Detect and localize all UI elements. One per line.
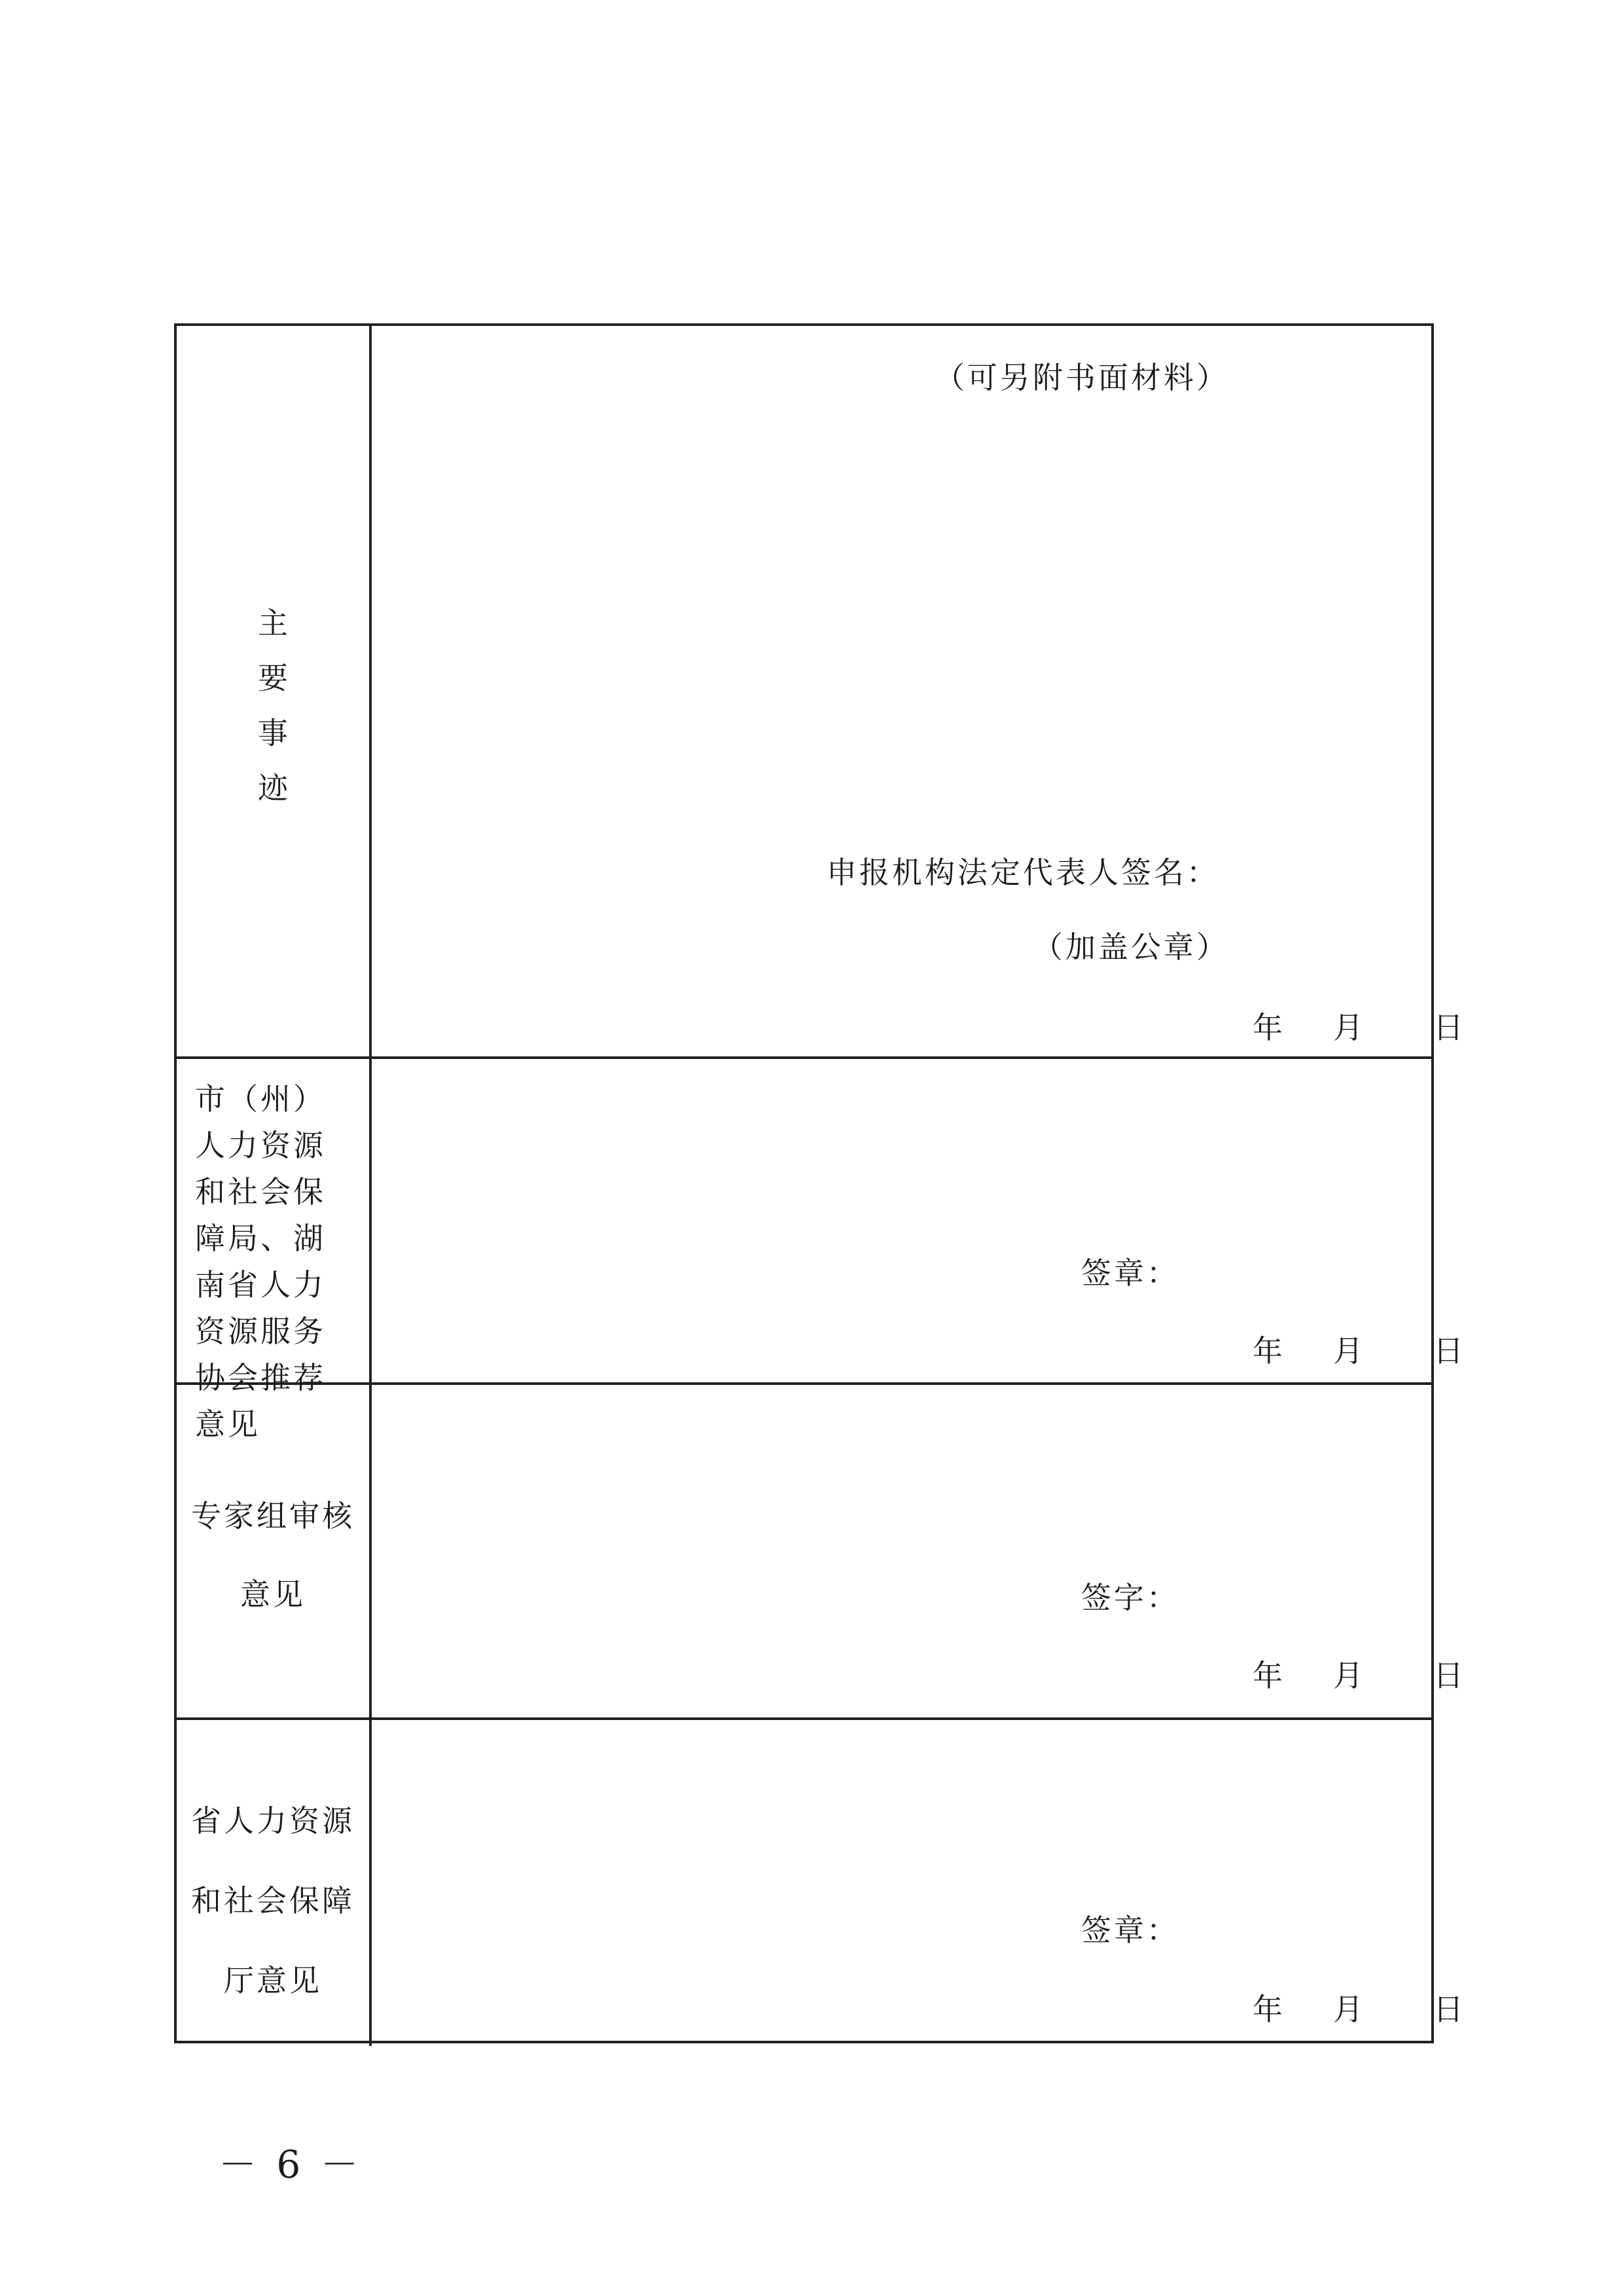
label-char: 事: [258, 715, 288, 751]
date-day: 日: [1433, 1010, 1463, 1045]
city-recommendation-label: 市（州）人力资源和社会保障局、湖南省人力资源服务协会推荐意见: [195, 1081, 326, 1442]
main-deeds-label-cell: [177, 326, 372, 1056]
page-number: － 6 －: [219, 2142, 363, 2187]
date-month: 月: [1333, 1010, 1363, 1045]
recommendation-form-table: [174, 323, 1463, 2043]
main-deeds-label: [177, 596, 369, 816]
provincial-department-label-line-1: 省人力资源: [191, 1803, 355, 1839]
main-deeds-content-cell[interactable]: [372, 326, 1463, 1056]
expert-review-label-line-2: 意见: [240, 1577, 306, 1612]
legal-representative-signature-label: 申报机构法定代表人签名：: [827, 855, 1219, 890]
date-year: 年: [1253, 1010, 1283, 1045]
city-recommendation-label-cell: [177, 1059, 372, 1442]
date-month: 月: [1333, 1992, 1363, 2027]
attachment-note: （可另附书面材料）: [935, 360, 1229, 395]
date-day: 日: [1433, 1992, 1463, 2027]
seal-label: 签章：: [1081, 1255, 1179, 1291]
date-day: 日: [1433, 1658, 1463, 1693]
expert-review-label-cell: [177, 1385, 372, 1717]
provincial-department-label-cell: [177, 1720, 372, 2046]
date-year: 年: [1253, 1992, 1283, 2027]
provincial-department-content-cell[interactable]: [372, 1720, 1463, 2046]
date-day: 日: [1433, 1333, 1463, 1369]
date-month: 月: [1333, 1333, 1363, 1369]
provincial-department-label-line-3: 厅意见: [224, 1963, 322, 1998]
expert-review-label-line-1: 专家组审核: [191, 1498, 355, 1534]
form-row-expert-review: [177, 1385, 1463, 1720]
date-month: 月: [1333, 1658, 1363, 1693]
official-seal-note: （加盖公章）: [1033, 929, 1229, 965]
date-year: 年: [1253, 1333, 1283, 1369]
label-char: 迹: [258, 770, 288, 806]
signature-label: 签字：: [1081, 1580, 1179, 1615]
date-year: 年: [1253, 1658, 1283, 1693]
city-recommendation-content-cell[interactable]: [372, 1059, 1463, 1382]
expert-review-content-cell[interactable]: [372, 1385, 1463, 1717]
form-row-provincial-department: [177, 1720, 1463, 2046]
seal-label: 签章：: [1081, 1912, 1179, 1948]
label-char: 要: [258, 660, 288, 696]
form-row-city-recommendation: [177, 1059, 1463, 1442]
label-char: 主: [258, 605, 288, 641]
provincial-department-label-line-2: 和社会保障: [191, 1883, 355, 1918]
form-row-main-deeds: [177, 326, 1463, 1059]
